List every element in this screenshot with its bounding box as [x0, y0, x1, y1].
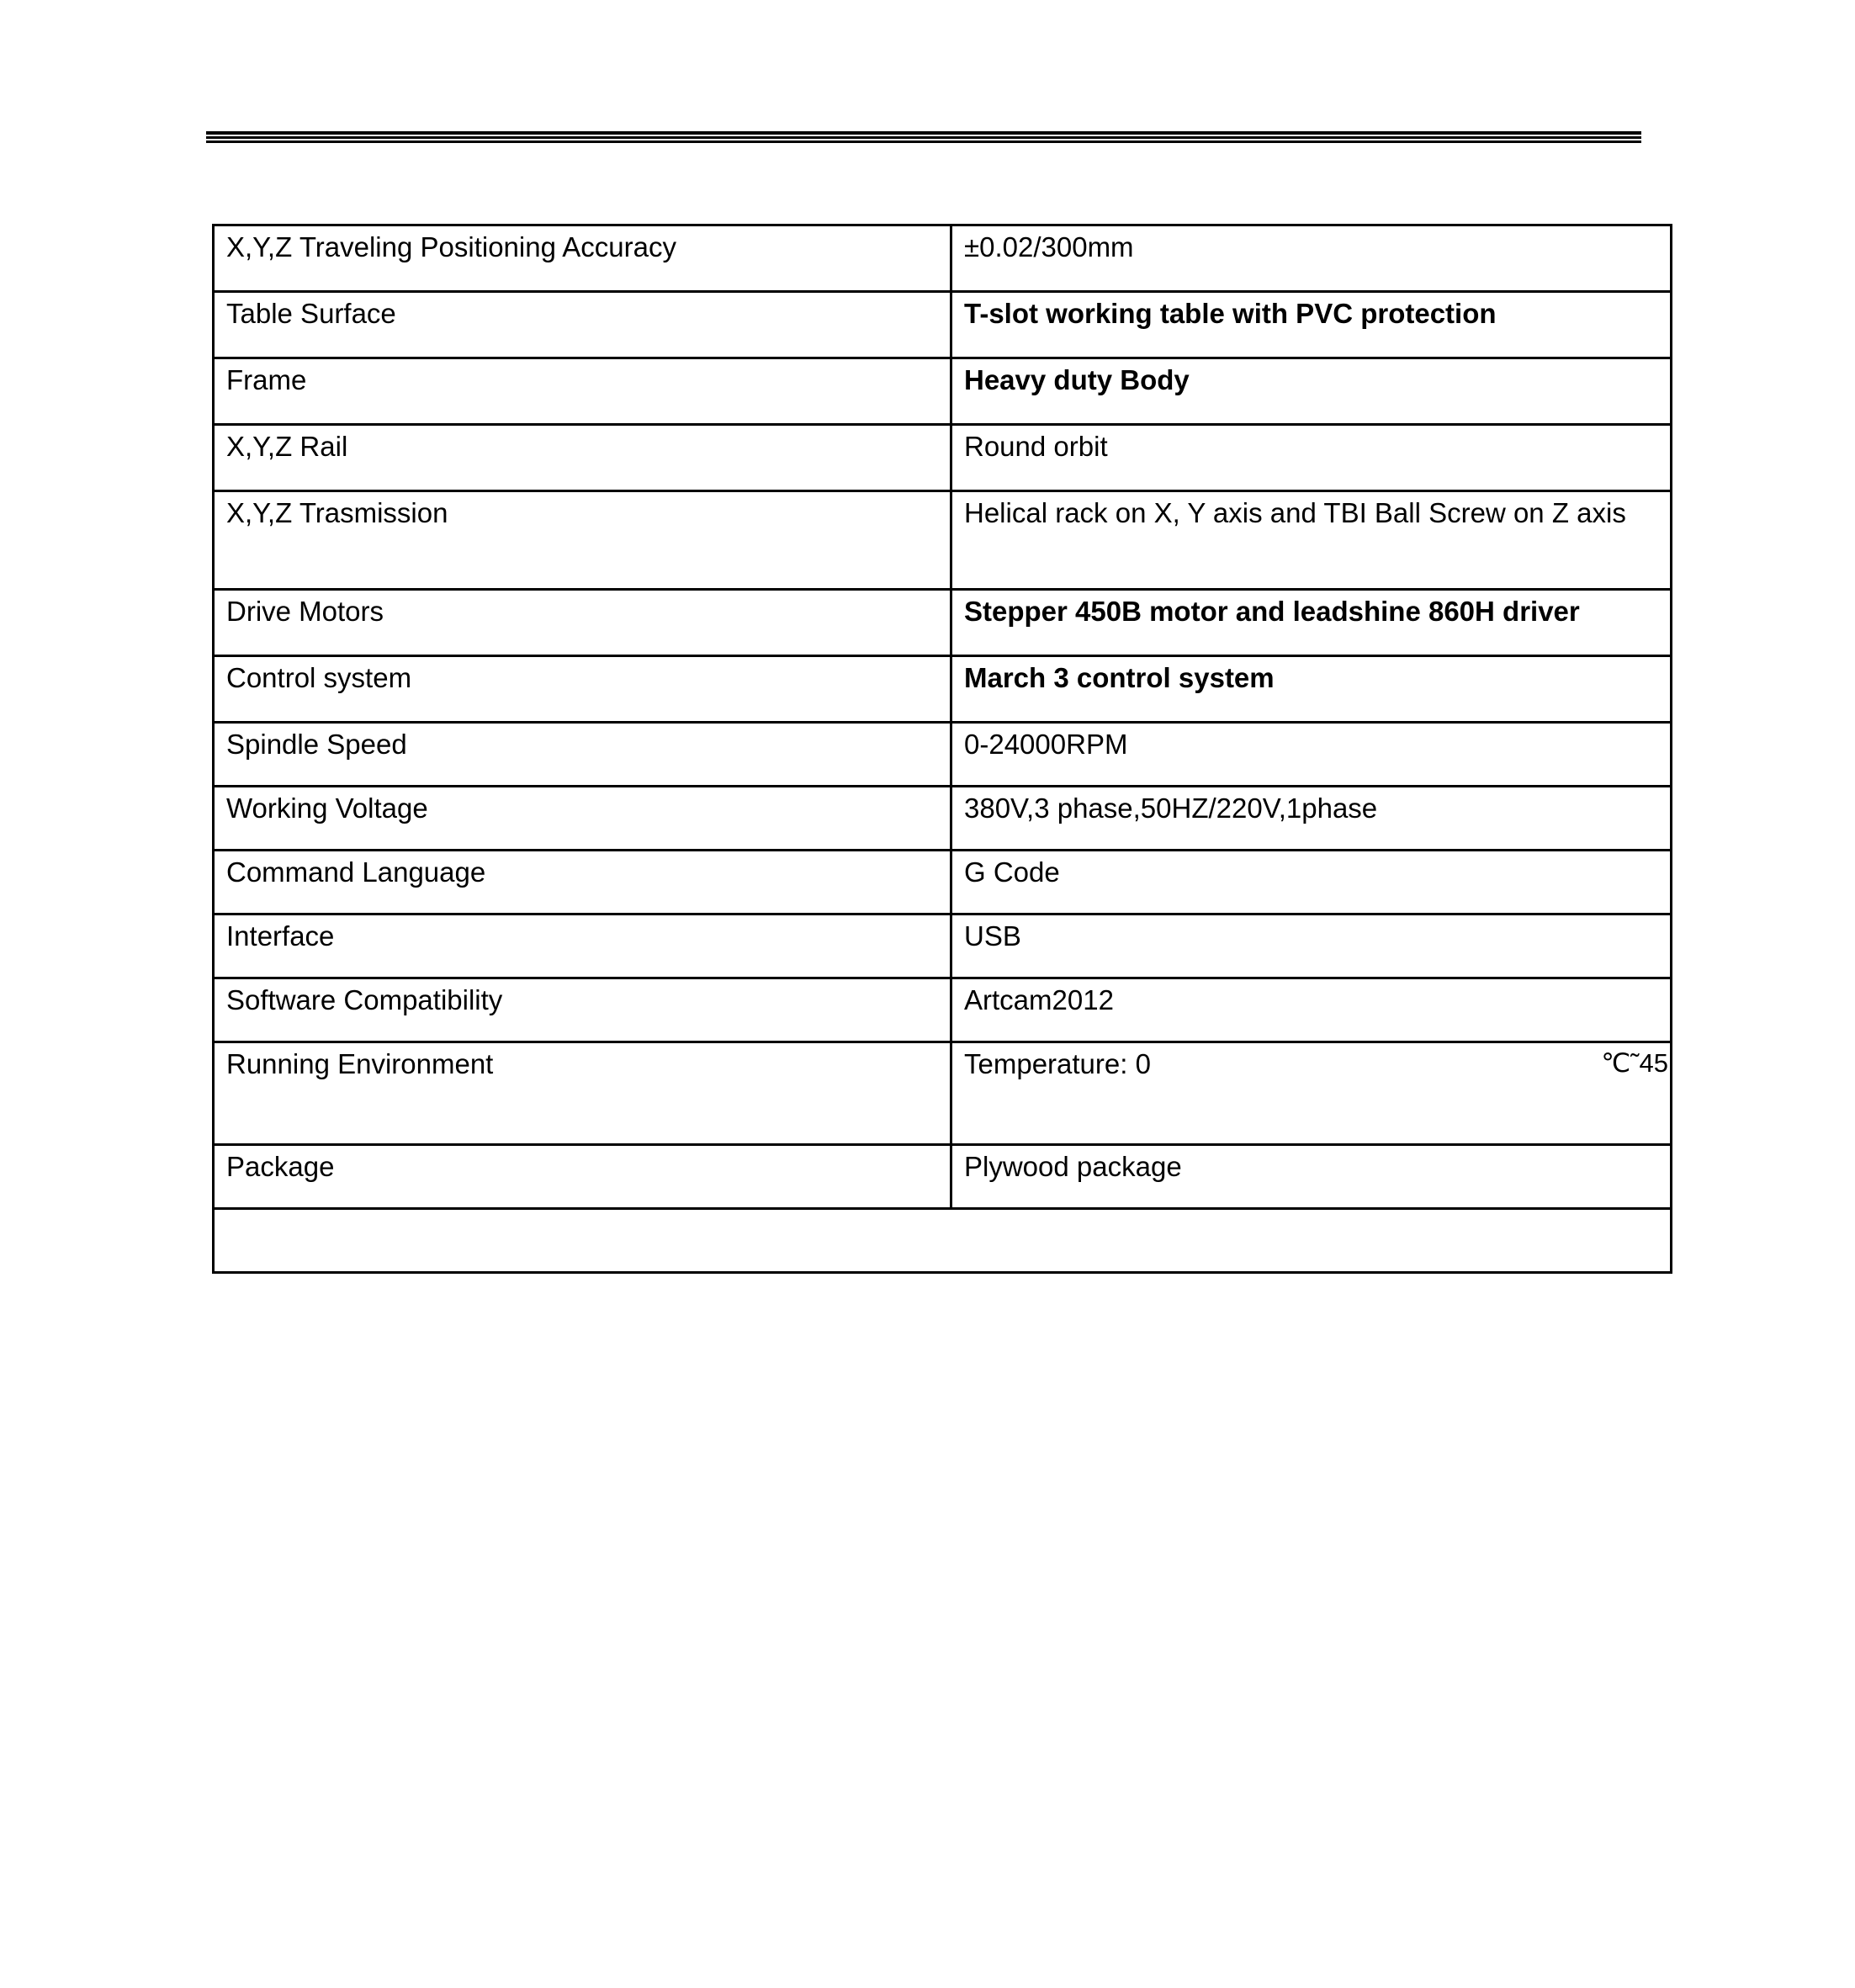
table-row — [214, 1042, 1672, 1145]
spec-value-cell — [951, 1042, 1672, 1145]
spec-value: Stepper 450B motor and leadshine 860H driver — [951, 590, 1672, 656]
table-row — [214, 358, 1672, 425]
header-rule — [206, 131, 1641, 143]
table-row — [214, 914, 1672, 978]
spec-value: Artcam2012 — [951, 978, 1672, 1042]
header-rule-line — [206, 140, 1641, 143]
spec-label: Frame — [214, 358, 951, 425]
spec-label: Spindle Speed — [214, 723, 951, 787]
temperature-range-suffix: ℃˜45 — [1601, 1048, 1668, 1078]
table-row — [214, 656, 1672, 723]
spec-value: USB — [951, 914, 1672, 978]
spec-label: Command Language — [214, 851, 951, 914]
spec-value: G Code — [951, 851, 1672, 914]
table-row — [214, 978, 1672, 1042]
header-rule-line — [206, 136, 1641, 139]
spec-value: Temperature: 0 — [964, 1048, 1151, 1079]
spec-label: Control system — [214, 656, 951, 723]
table-row — [214, 491, 1672, 590]
spec-label: Package — [214, 1145, 951, 1209]
spec-label: Interface — [214, 914, 951, 978]
spec-value: Heavy duty Body — [951, 358, 1672, 425]
spec-label: X,Y,Z Rail — [214, 425, 951, 491]
table-row — [214, 851, 1672, 914]
table-row — [214, 425, 1672, 491]
empty-cell — [214, 1209, 1672, 1273]
spec-label: X,Y,Z Trasmission — [214, 491, 951, 590]
table-row — [214, 1145, 1672, 1209]
spec-value: Plywood package — [951, 1145, 1672, 1209]
spec-value: Round orbit — [951, 425, 1672, 491]
header-rule-line — [206, 131, 1641, 135]
spec-label: Running Environment — [214, 1042, 951, 1145]
table-row — [214, 590, 1672, 656]
table-row-empty — [214, 1209, 1672, 1273]
spec-value: 0-24000RPM — [951, 723, 1672, 787]
table-row — [214, 292, 1672, 358]
table-row — [214, 225, 1672, 292]
spec-value: 380V,3 phase,50HZ/220V,1phase — [951, 787, 1672, 851]
table-row — [214, 723, 1672, 787]
spec-label: X,Y,Z Traveling Positioning Accuracy — [214, 225, 951, 292]
spec-value: ±0.02/300mm — [951, 225, 1672, 292]
spec-value: Helical rack on X, Y axis and TBI Ball Screw on Z axis — [951, 491, 1672, 590]
spec-value: March 3 control system — [951, 656, 1672, 723]
spec-label: Drive Motors — [214, 590, 951, 656]
spec-table — [212, 224, 1672, 1274]
table-row — [214, 787, 1672, 851]
spec-label: Software Compatibility — [214, 978, 951, 1042]
spec-label: Working Voltage — [214, 787, 951, 851]
spec-label: Table Surface — [214, 292, 951, 358]
spec-value: T-slot working table with PVC protection — [951, 292, 1672, 358]
